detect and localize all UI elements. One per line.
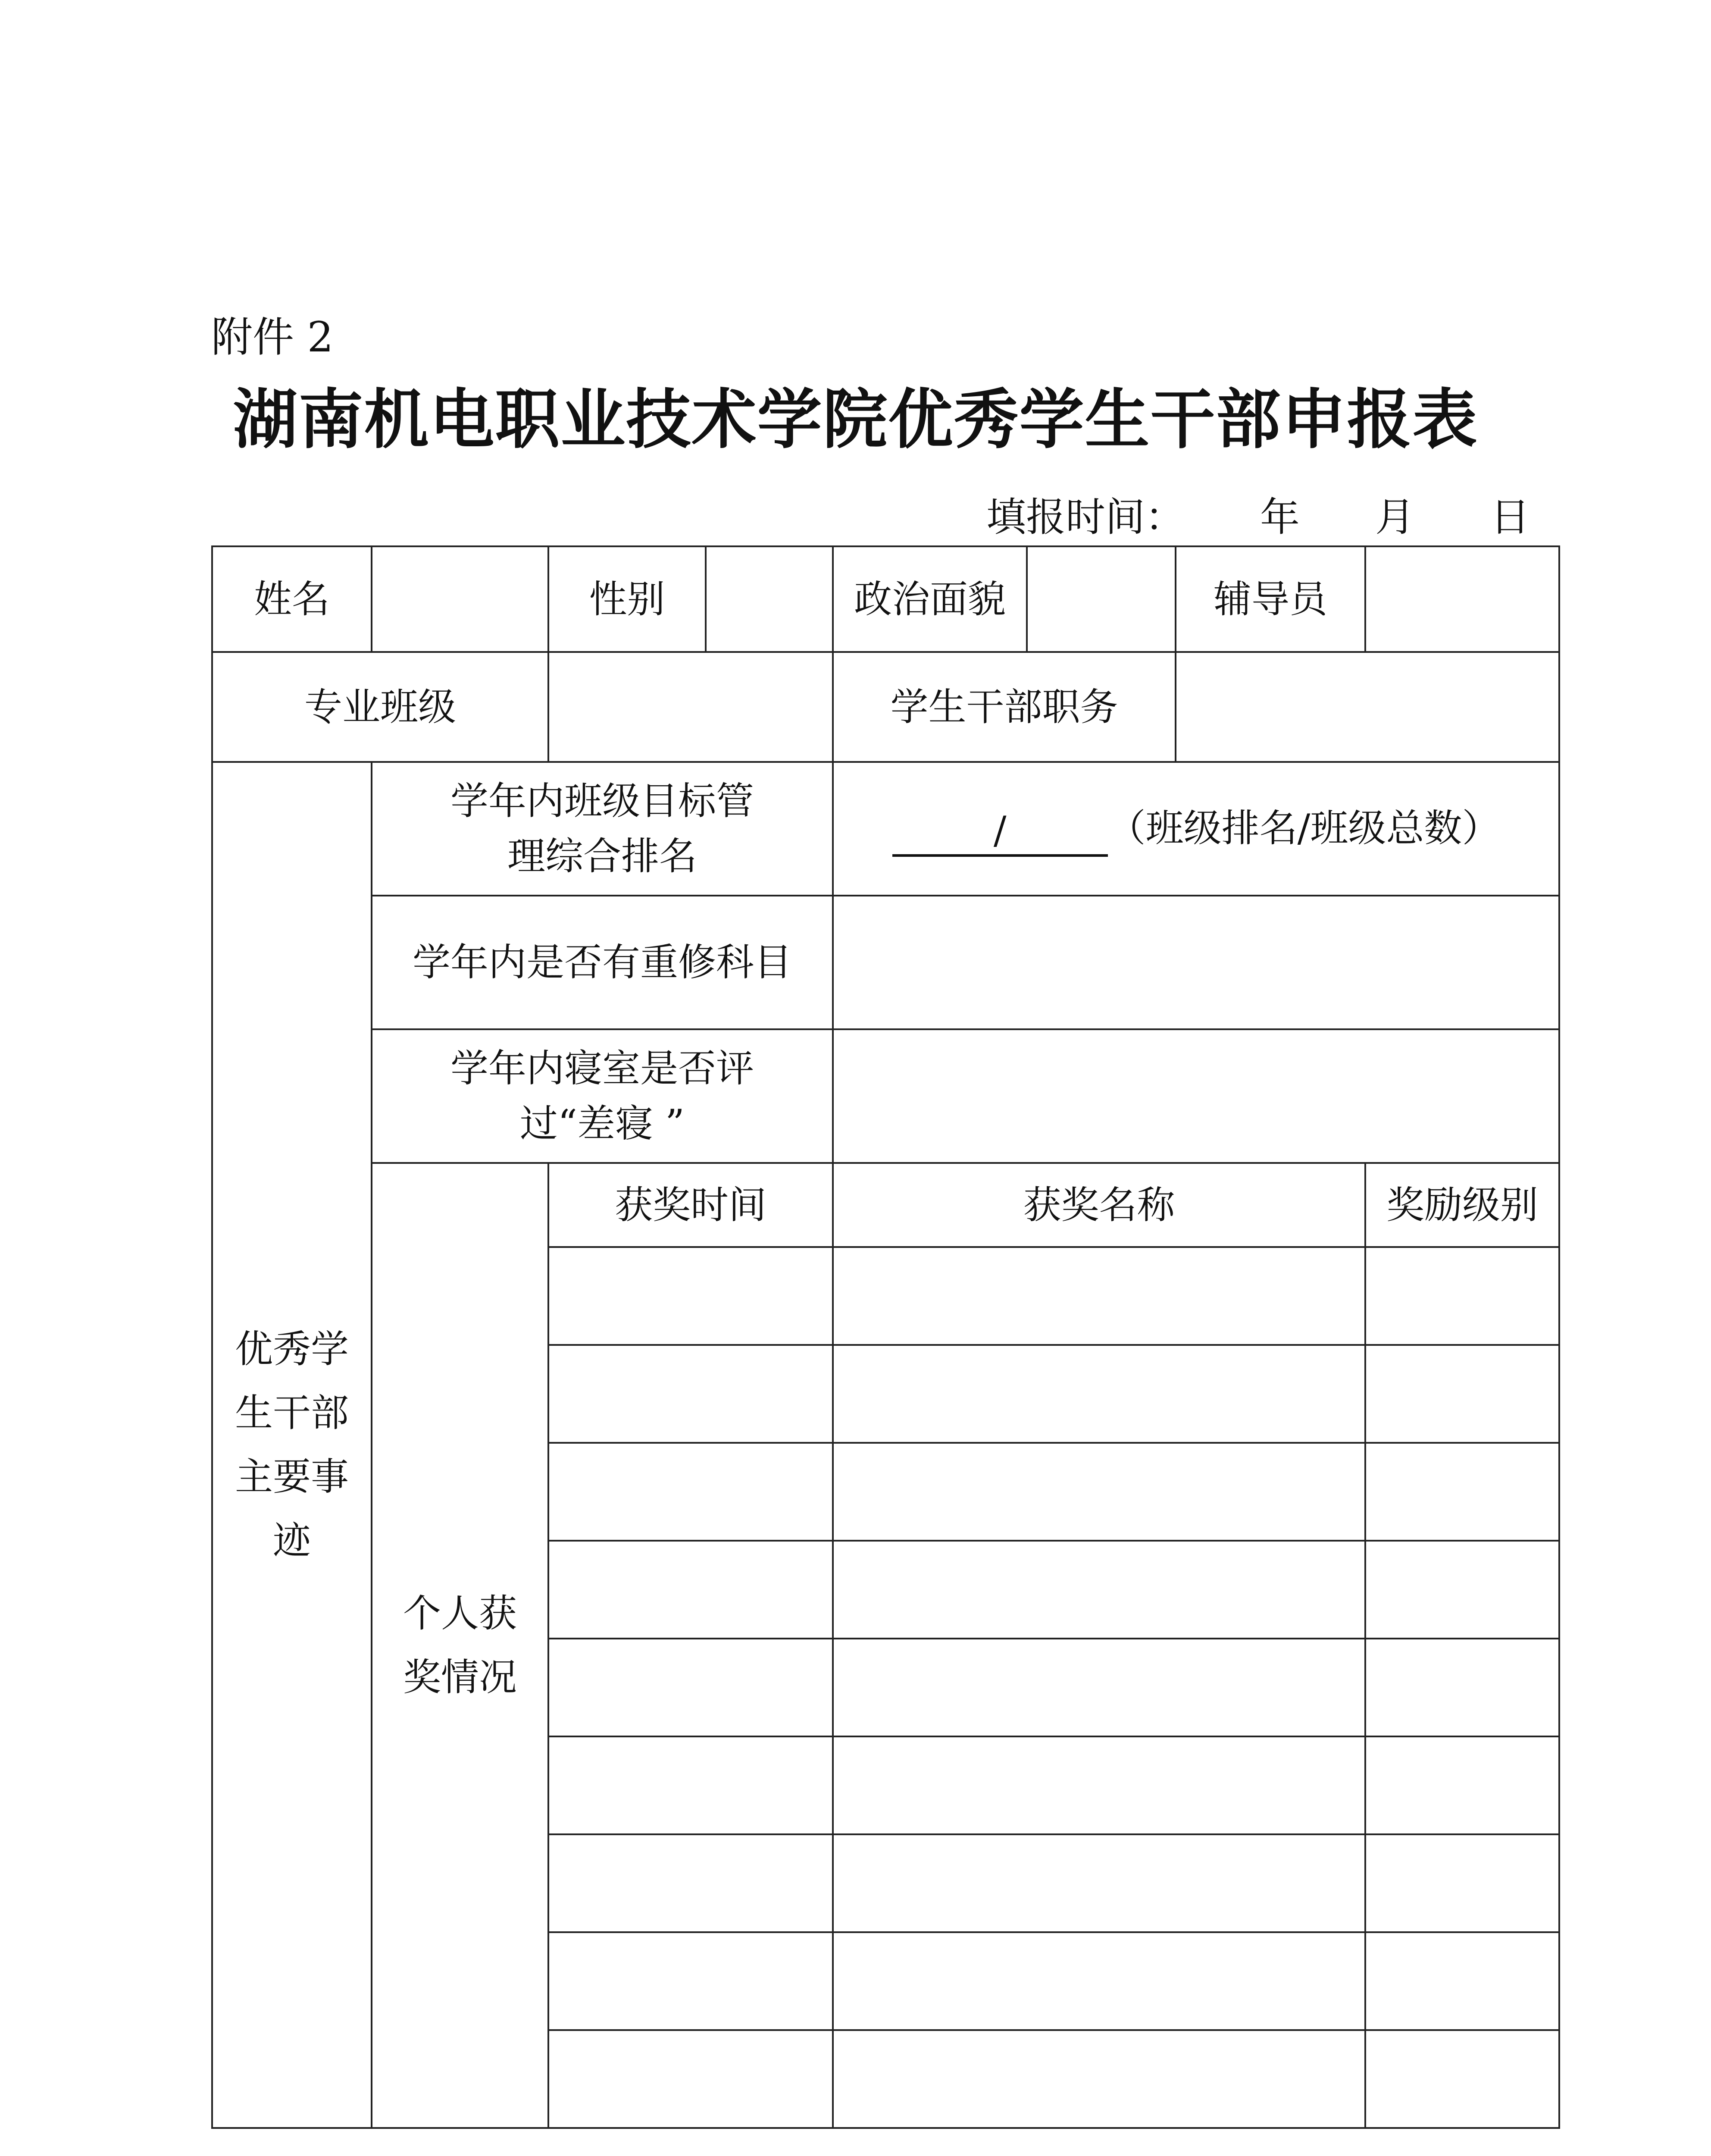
award-level-cell[interactable] bbox=[1365, 1932, 1559, 2030]
award-time-cell[interactable] bbox=[548, 1443, 833, 1541]
award-name-cell[interactable] bbox=[833, 1736, 1365, 1834]
award-time-cell[interactable] bbox=[548, 2030, 833, 2128]
award-name-cell[interactable] bbox=[833, 1247, 1365, 1345]
form-title: 湖南机电职业技术学院优秀学生干部申报表 bbox=[233, 382, 1478, 458]
award-level-cell[interactable] bbox=[1365, 2030, 1559, 2128]
achievements-label bbox=[212, 762, 372, 2128]
fill-date bbox=[986, 492, 1530, 543]
ranking-separator: / bbox=[993, 808, 1007, 852]
fill-date-day: 日 bbox=[1490, 494, 1530, 540]
dorm-label: 学年内寝室是否评过“差寝 ” bbox=[372, 1029, 833, 1163]
awards-label bbox=[372, 1163, 548, 2128]
application-form-table bbox=[211, 545, 1560, 2129]
cadre-position-label: 学生干部职务 bbox=[833, 652, 1176, 762]
award-time-cell[interactable] bbox=[548, 1932, 833, 2030]
retake-label: 学年内是否有重修科目 bbox=[372, 896, 833, 1029]
counselor-field[interactable] bbox=[1365, 546, 1559, 652]
award-level-cell[interactable] bbox=[1365, 1443, 1559, 1541]
counselor-label: 辅导员 bbox=[1176, 546, 1365, 652]
ranking-field bbox=[833, 762, 1559, 896]
award-name-cell[interactable] bbox=[833, 1345, 1365, 1443]
award-name-cell[interactable] bbox=[833, 2030, 1365, 2128]
award-level-cell[interactable] bbox=[1365, 1834, 1559, 1932]
cadre-position-field[interactable] bbox=[1176, 652, 1559, 762]
award-time-cell[interactable] bbox=[548, 1345, 833, 1443]
award-level-cell[interactable] bbox=[1365, 1345, 1559, 1443]
award-time-cell[interactable] bbox=[548, 1736, 833, 1834]
retake-field[interactable] bbox=[833, 896, 1559, 1029]
ranking-label: 学年内班级目标管理综合排名 bbox=[372, 762, 833, 896]
attachment-label: 附件 2 bbox=[211, 313, 334, 361]
award-level-cell[interactable] bbox=[1365, 1541, 1559, 1639]
name-label: 姓名 bbox=[212, 546, 372, 652]
award-col-name: 获奖名称 bbox=[833, 1163, 1365, 1247]
award-name-cell[interactable] bbox=[833, 1834, 1365, 1932]
award-time-cell[interactable] bbox=[548, 1834, 833, 1932]
dorm-field[interactable] bbox=[833, 1029, 1559, 1163]
awards-label-text: 个人获奖情况 bbox=[403, 1591, 517, 1699]
ranking-note: （班级排名/班级总数） bbox=[1107, 806, 1500, 851]
award-level-cell[interactable] bbox=[1365, 1736, 1559, 1834]
award-time-cell[interactable] bbox=[548, 1247, 833, 1345]
award-name-cell[interactable] bbox=[833, 1443, 1365, 1541]
award-level-cell[interactable] bbox=[1365, 1247, 1559, 1345]
political-status-label: 政治面貌 bbox=[833, 546, 1027, 652]
gender-label: 性别 bbox=[548, 546, 706, 652]
fill-date-month: 月 bbox=[1375, 494, 1415, 540]
fill-date-label: 填报时间： bbox=[986, 494, 1185, 540]
gender-field[interactable] bbox=[706, 546, 833, 652]
award-level-cell[interactable] bbox=[1365, 1639, 1559, 1736]
award-name-cell[interactable] bbox=[833, 1541, 1365, 1639]
award-time-cell[interactable] bbox=[548, 1639, 833, 1736]
major-class-label: 专业班级 bbox=[212, 652, 548, 762]
award-time-cell[interactable] bbox=[548, 1541, 833, 1639]
political-status-field[interactable] bbox=[1027, 546, 1176, 652]
award-name-cell[interactable] bbox=[833, 1932, 1365, 2030]
award-col-level: 奖励级别 bbox=[1365, 1163, 1559, 1247]
award-name-cell[interactable] bbox=[833, 1639, 1365, 1736]
achievements-label-text: 优秀学生干部主要事迹 bbox=[235, 1327, 349, 1563]
award-col-time: 获奖时间 bbox=[548, 1163, 833, 1247]
name-field[interactable] bbox=[372, 546, 548, 652]
major-class-field[interactable] bbox=[548, 652, 833, 762]
ranking-input[interactable] bbox=[892, 807, 1108, 857]
fill-date-year: 年 bbox=[1260, 494, 1300, 540]
